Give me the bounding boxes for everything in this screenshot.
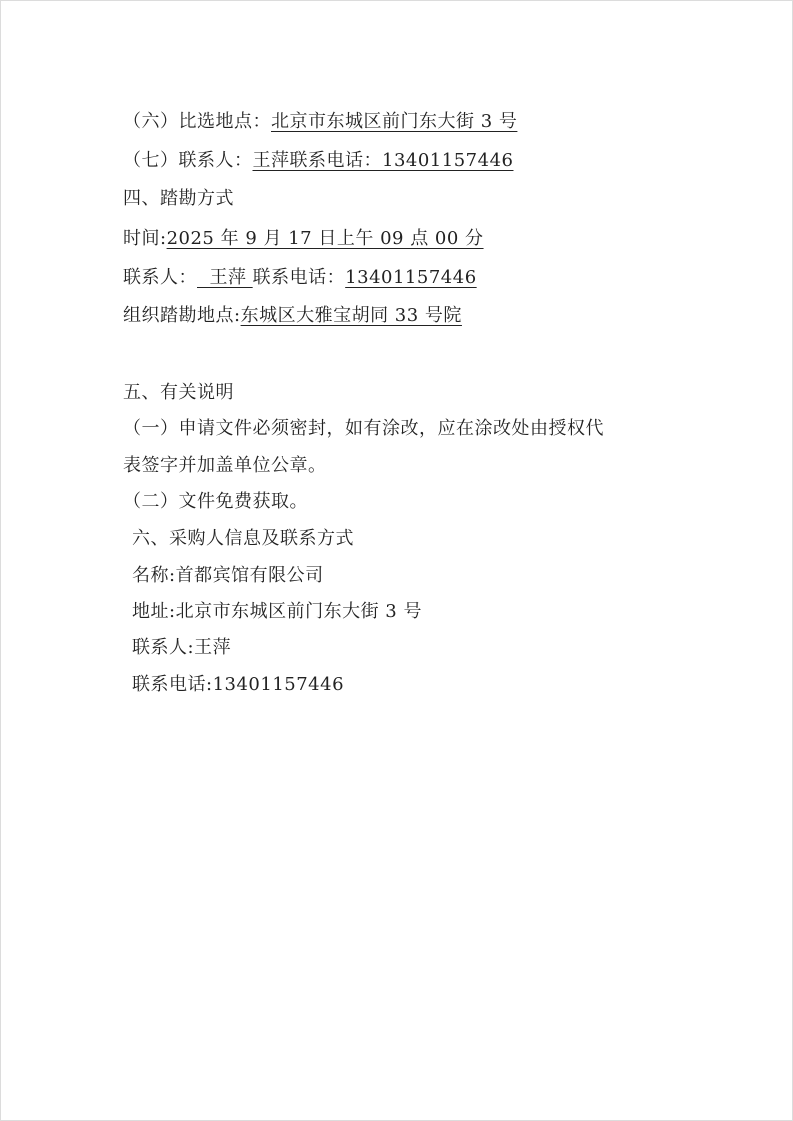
survey-place-label: 组织踏勘地点: — [123, 305, 241, 326]
contact-value: 王萍联系电话：13401157446 — [252, 150, 514, 171]
section4-title: 四、踏勘方式 — [123, 188, 234, 209]
survey-time-value: 2025 年 9 月 17 日上午 09 点 00 分 — [166, 228, 484, 249]
bid-location-line — [123, 110, 517, 134]
survey-contact-line — [123, 266, 477, 290]
survey-time-line — [123, 227, 484, 251]
bid-location-label: （六）比选地点： — [123, 111, 271, 132]
survey-contact-name: 王萍 — [197, 267, 253, 288]
contact-label: （七）联系人： — [123, 150, 253, 171]
purchaser-name: 名称:首都宾馆有限公司 — [132, 565, 324, 586]
survey-phone-label: 联系电话： — [252, 267, 346, 288]
survey-phone-value: 13401157446 — [345, 267, 477, 288]
survey-place-line — [123, 304, 462, 328]
bid-location-value: 北京市东城区前门东大街 3 号 — [271, 111, 518, 132]
section5-title: 五、有关说明 — [123, 382, 234, 403]
note1-line1: （一）申请文件必须密封，如有涂改，应在涂改处由授权代 — [123, 418, 604, 439]
survey-contact-label: 联系人： — [123, 267, 197, 288]
survey-place-value: 东城区大雅宝胡同 33 号院 — [240, 305, 462, 326]
note2: （二）文件免费获取。 — [123, 491, 308, 512]
survey-time-label: 时间: — [123, 228, 167, 249]
note1-line2: 表签字并加盖单位公章。 — [123, 455, 327, 476]
purchaser-address: 地址:北京市东城区前门东大街 3 号 — [132, 601, 422, 622]
purchaser-phone: 联系电话:13401157446 — [132, 674, 345, 695]
section6-title: 六、采购人信息及联系方式 — [132, 528, 354, 549]
contact-line — [123, 149, 513, 173]
purchaser-contact: 联系人:王萍 — [132, 637, 232, 658]
